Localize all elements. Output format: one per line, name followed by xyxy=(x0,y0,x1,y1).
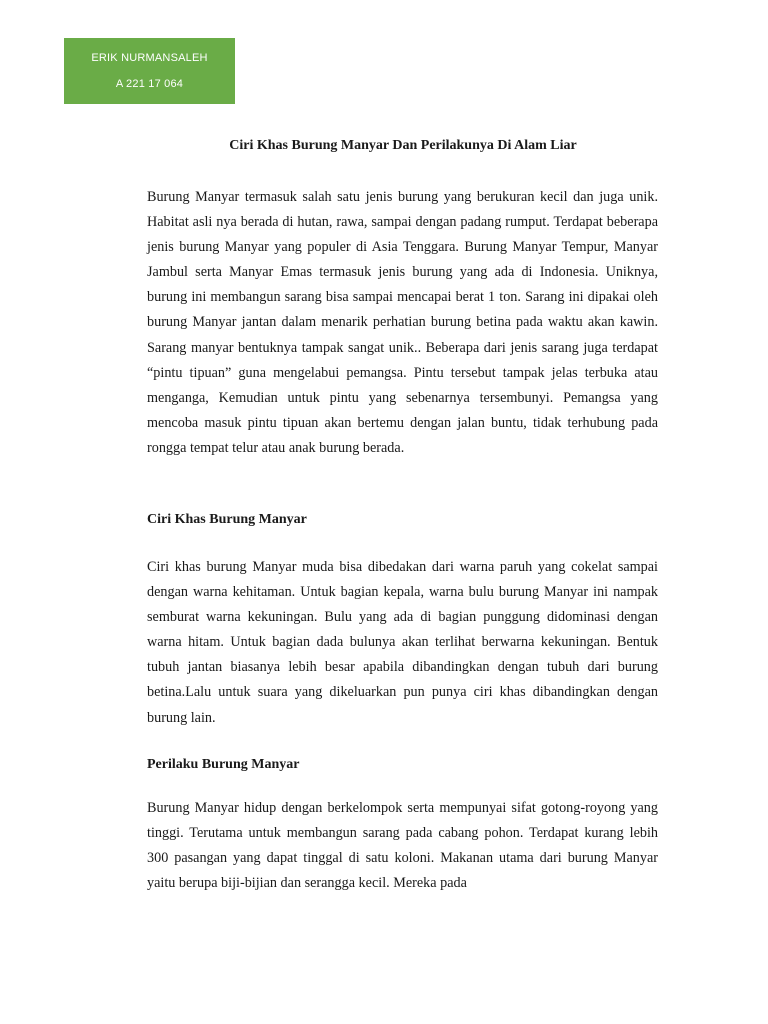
section-paragraph-ciri-khas: Ciri khas burung Manyar muda bisa dibedakan dari warna paruh yang cokelat sampai dengan warna kehitaman. Untuk bagian kepala, warna bulu burung Manyar ini nampak semburat warna kekuningan. Bulu yang ada di bagian punggung didominasi dengan warna hitam. Untuk bagian dada bulunya akan terlihat berwarna kekuningan. Bentuk tubuh jantan biasanya lebih besar apabila dibandingkan dengan tubuh dari burung betina.Lalu untuk suara yang dikeluarkan pun punya ciri khas dibandingkan dengan burung lain. xyxy=(147,559,658,726)
intro-paragraph: Burung Manyar termasuk salah satu jenis burung yang berukuran kecil dan juga unik. Habitat asli nya berada di hutan, rawa, sampai dengan padang rumput. Terdapat beberapa jenis burung Manyar yang populer di Asia Tenggara. Burung Manyar Tempur, Manyar Jambul serta Manyar Emas termasuk jenis burung yang ada di Indonesia. Uniknya, burung ini membangun sarang bisa sampai mencapai berat 1 ton. Sarang ini dipakai oleh burung Manyar jantan dalam menarik perhatian burung betina pada waktu akan kawin. Sarang manyar bentuknya tampak sangat unik.. Beberapa dari jenis sarang juga terdapat “pintu tipuan” guna mengelabui pemangsa. Pintu tersebut tampak jelas terbuka atau menganga, Kemudian untuk pintu yang sebenarnya tersembunyi. Pemangsa yang mencoba masuk pintu tipuan akan bertemu dengan jalan buntu, tidak terhubung pada rongga tempat telur atau anak burung berada. xyxy=(147,189,658,456)
student-id: A 221 17 064 xyxy=(115,78,184,90)
section-paragraph-perilaku: Burung Manyar hidup dengan berkelompok serta mempunyai sifat gotong-royong yang tinggi. Terutama untuk membangun sarang pada cabang pohon. Terdapat kurang lebih 300 pasangan yang dapat tinggal di satu koloni. Makanan utama dari burung Manyar yaitu berupa biji-bijian dan serangga kecil. Mereka pada xyxy=(147,800,658,892)
author-name: ERIK NURMANSALEH xyxy=(91,52,208,64)
document-title: Ciri Khas Burung Manyar Dan Perilakunya Di Alam Liar xyxy=(229,138,577,153)
section-heading-perilaku: Perilaku Burung Manyar xyxy=(147,757,300,772)
section-heading-ciri-khas: Ciri Khas Burung Manyar xyxy=(147,512,307,527)
author-box xyxy=(64,38,235,104)
